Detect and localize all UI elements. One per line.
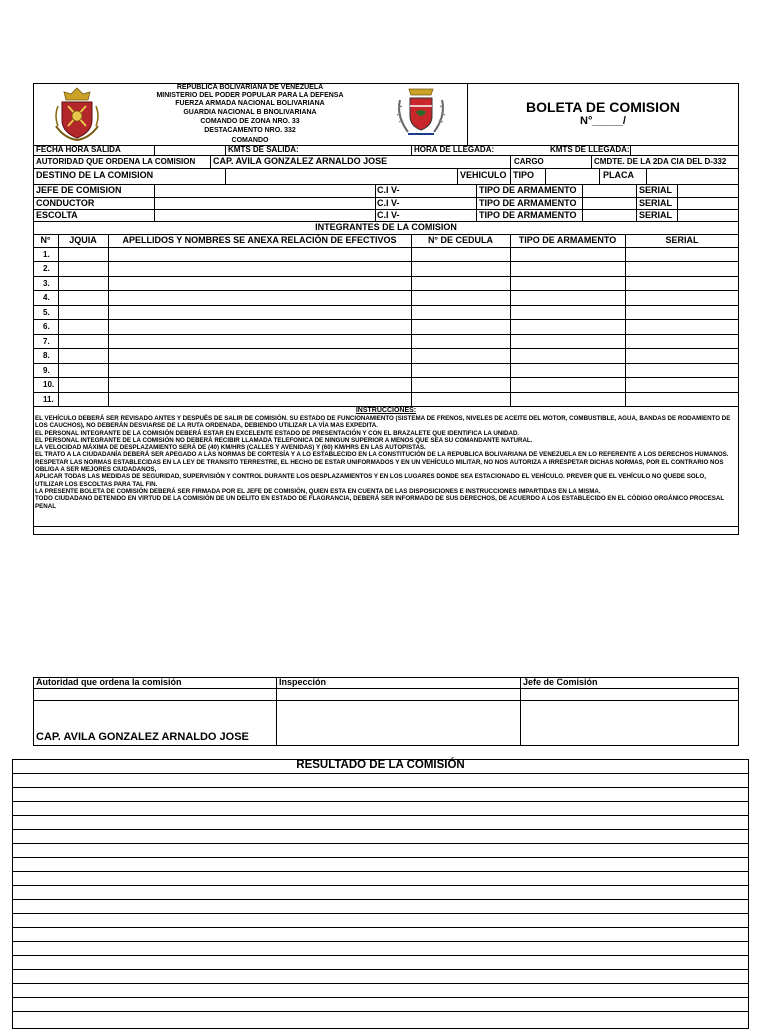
signature-inspeccion-field[interactable] (277, 701, 519, 745)
org-line: FUERZA ARMADA NACIONAL BOLIVARIANA (175, 100, 325, 107)
table-cell[interactable] (109, 291, 410, 304)
resultado-line[interactable] (12, 801, 749, 802)
org-line: MINISTERIO DEL PODER POPULAR PARA LA DEFENSA (156, 92, 344, 99)
table-cell[interactable] (109, 335, 410, 348)
table-cell[interactable] (59, 364, 107, 377)
instruction-line: LA PRESENTE BOLETA DE COMISIÓN DEBERÁ SER FIRMADA POR EL JEFE DE COMISIÓN, QUIEN ESTA EN CUENTA DE LAS DISPOSICIONES E INSTRUCCIONES IMPARTIDAS EN LA MISMA. (35, 487, 601, 495)
cell-divider (225, 168, 226, 184)
state-coat-of-arms (394, 86, 448, 142)
resultado-line[interactable] (12, 857, 749, 858)
table-cell[interactable] (412, 378, 509, 391)
table-cell[interactable] (109, 262, 410, 275)
civ-label: C.I V- (377, 210, 400, 220)
table-cell[interactable] (626, 248, 738, 261)
header-divider (467, 83, 468, 145)
autoridad-label: AUTORIDAD QUE ORDENA LA COMISION (36, 157, 196, 166)
header-bottom-line (33, 145, 739, 146)
resultado-line[interactable] (12, 899, 749, 900)
signature-jefe-label: Jefe de Comisión (523, 677, 598, 687)
instruction-line: EL TRATO A LA CIUDADANÍA DEBERÁ SER APEGADO A LAS NORMAS DE CORTESÍA Y A LO ESTABLECIDO EN LA CONSTITUCIÓN DE LA REPUBLICA BOLIVARIANA DE VENEZUELA EN LO REFERENTE A LOS DERECHOS HUMANOS. (35, 451, 729, 459)
table-cell[interactable] (412, 277, 509, 290)
column-header: N° DE CEDULA (427, 235, 494, 245)
table-cell[interactable] (626, 393, 738, 406)
table-cell[interactable] (109, 320, 410, 333)
org-line: DESTACAMENTO NRO. 332 (204, 127, 296, 134)
table-cell[interactable] (626, 378, 738, 391)
table-cell[interactable] (511, 306, 624, 319)
civ-label: C.I V- (377, 185, 400, 195)
row-number: 1. (43, 249, 50, 259)
row-line (33, 168, 739, 169)
instructions-text (35, 415, 735, 510)
resultado-line[interactable] (12, 983, 749, 984)
row-number: 7. (43, 336, 50, 346)
resultado-line[interactable] (12, 927, 749, 928)
destino-label: DESTINO DE LA COMISION (36, 170, 154, 180)
fecha-hora-salida-label: FECHA HORA SALIDA (36, 145, 121, 154)
placa-label: PLACA (603, 170, 634, 180)
row-number: 8. (43, 351, 50, 360)
table-cell[interactable] (109, 306, 410, 319)
cell-divider (582, 184, 583, 221)
table-cell[interactable] (109, 277, 410, 290)
instruction-line: APLICAR TODAS LAS MEDIDAS DE SEGURIDAD, SUPERVISIÓN Y CONTROL DURANTE LOS DESPLAZAMIENTOS Y EN LOS LUGARES DONDE SEA ESTACIONADO EL VEHÍCULO. PREVER QUE EL VEHÍCULO NO QUEDE SOLO, UTILIZAR LOS ESCOLTAS PARA TAL FIN. (35, 473, 706, 488)
tipo-armamento-label: TIPO DE ARMAMENTO (479, 198, 577, 208)
instruction-line: EL PERSONAL INTEGRANTE DE LA COMISIÓN DEBERÁ ESTAR EN EXCELENTE ESTADO DE PRESENTACIÓN Y CON EL BRAZALETE QUE IDENTIFICA LA UNIDAD. (35, 429, 520, 437)
org-line: GUARDIA NACIONAL B BNOLIVARIANA (183, 109, 317, 116)
table-cell[interactable] (59, 378, 107, 391)
table-cell[interactable] (626, 306, 738, 319)
table-cell[interactable] (511, 349, 624, 362)
resultado-title: RESULTADO DE LA COMISIÓN (296, 759, 465, 771)
table-cell[interactable] (511, 320, 624, 333)
resultado-frame (12, 759, 749, 1029)
table-cell[interactable] (412, 320, 509, 333)
table-cell[interactable] (412, 335, 509, 348)
tipo-label: TIPO (513, 170, 535, 180)
serial-label: SERIAL (639, 185, 673, 195)
cell-divider (375, 184, 376, 221)
signature-autoridad-label: Autoridad que ordena la comisión (36, 677, 182, 687)
row-number: 11. (43, 394, 54, 404)
civ-label: C.I V- (377, 198, 400, 208)
cargo-label: CARGO (514, 157, 544, 166)
table-cell[interactable] (59, 320, 107, 333)
table-cell[interactable] (511, 378, 624, 391)
resultado-line[interactable] (12, 997, 749, 998)
resultado-line[interactable] (12, 941, 749, 942)
table-cell[interactable] (412, 262, 509, 275)
row-number: 3. (43, 278, 50, 288)
cell-divider (636, 184, 637, 221)
conductor-label: CONDUCTOR (36, 198, 95, 208)
vehiculo-label: VEHICULO (460, 170, 507, 180)
cell-divider (599, 168, 600, 184)
table-cell[interactable] (626, 262, 738, 275)
tipo-armamento-label: TIPO DE ARMAMENTO (479, 185, 577, 195)
resultado-line[interactable] (12, 787, 749, 788)
signature-inspeccion-label: Inspección (279, 677, 327, 687)
instruction-line: EL VEHÍCULO DEBERÁ SER REVISADO ANTES Y DESPUÉS DE SALIR DE COMISIÓN. SU ESTADO DE FUNCIONAMIENTO (SISTEMA DE FRENOS, NIVELES DE ACEITE DEL MOTOR, COMBUSTIBLE, AGUA, BANDAS DE RODAMIENTO DE LOS CAUCHOS), NO DEBERÁN DESVIARSE DE LA RUTA ORDENADA, DEBIENDO UTILIZAR LA VÍA MAS EXPEDITA. (35, 415, 731, 430)
row-number: 6. (43, 322, 50, 331)
row-number: 4. (43, 293, 50, 302)
serial-label: SERIAL (639, 198, 673, 208)
instruction-line: EL PERSONAL INTEGRANTE DE LA COMISIÓN NO DEBERÁ RECIBIR LLAMADA TELEFONICA DE NINGUN SUPERIOR A MENOS QUE SEA SU COMANDANTE NATURAL. (35, 436, 533, 444)
table-cell[interactable] (412, 306, 509, 319)
resultado-line[interactable] (12, 1011, 749, 1012)
guardia-nacional-emblem (52, 86, 102, 142)
resultado-line[interactable] (12, 773, 749, 774)
resultado-line[interactable] (12, 969, 749, 970)
table-cell[interactable] (511, 364, 624, 377)
document-title: BOLETA DE COMISION (526, 99, 680, 115)
org-line: COMANDO (231, 137, 269, 144)
table-cell[interactable] (59, 393, 107, 406)
row-number: 5. (43, 307, 50, 317)
table-cell[interactable] (511, 277, 624, 290)
integrantes-title: INTEGRANTES DE LA COMISION (315, 222, 457, 232)
table-cell[interactable] (412, 291, 509, 304)
row-line (33, 688, 739, 689)
column-header: APELLIDOS Y NOMBRES SE ANEXA RELACIÓN DE EFECTIVOS (122, 235, 397, 245)
cell-divider (457, 168, 458, 184)
table-cell[interactable] (109, 364, 410, 377)
table-cell[interactable] (59, 291, 107, 304)
cell-divider (630, 145, 631, 155)
kmts-salida-label: KMTS DE SALIDA: (228, 145, 299, 154)
table-cell[interactable] (59, 335, 107, 348)
column-header: TIPO DE ARMAMENTO (518, 235, 617, 245)
row-number: 2. (43, 264, 50, 273)
table-cell[interactable] (412, 364, 509, 377)
resultado-line[interactable] (12, 829, 749, 830)
row-number: 10. (43, 380, 55, 389)
column-header: N° (40, 235, 51, 245)
table-cell[interactable] (626, 320, 738, 333)
table-cell[interactable] (59, 306, 107, 319)
org-line: COMANDO DE ZONA NRO. 33 (200, 118, 300, 125)
tipo-armamento-label: TIPO DE ARMAMENTO (479, 210, 577, 220)
autoridad-value[interactable]: CAP. AVILA GONZALEZ ARNALDO JOSE (213, 156, 388, 166)
cell-divider (510, 155, 511, 168)
instruction-line: LA VELOCIDAD MÁXIMA DE DESPLAZAMIENTO SERÁ DE (40) KM/HRS (CALLES Y AVENIDAS) Y (60) KM/HRS EN LAS AUTOPISTAS. (35, 444, 426, 452)
resultado-line[interactable] (12, 913, 749, 914)
org-line: REPUBLICA BOLIVARIANA DE VENEZUELA (176, 84, 324, 91)
signature-jefe-field[interactable] (521, 701, 738, 745)
table-cell[interactable] (626, 335, 738, 348)
table-cell[interactable] (626, 364, 738, 377)
resultado-line[interactable] (12, 815, 749, 816)
table-cell[interactable] (511, 262, 624, 275)
cell-divider (476, 184, 477, 221)
resultado-line[interactable] (12, 885, 749, 886)
table-cell[interactable] (59, 248, 107, 261)
table-cell[interactable] (59, 349, 107, 362)
column-header: SERIAL (665, 235, 699, 245)
instructions-title: INSTRUCCIONES: (355, 407, 417, 414)
hora-llegada-label: HORA DE LLEGADA: (414, 145, 495, 154)
row-number: 9. (43, 365, 50, 375)
row-line (33, 526, 739, 527)
table-cell[interactable] (109, 378, 410, 391)
table-cell[interactable] (626, 291, 738, 304)
cell-divider (210, 155, 211, 168)
resultado-line[interactable] (12, 955, 749, 956)
column-header: JQUIA (69, 235, 97, 245)
serial-label: SERIAL (639, 210, 673, 220)
table-cell[interactable] (626, 277, 738, 290)
cell-divider (154, 184, 155, 221)
document-number[interactable]: N°_____/ (580, 115, 626, 127)
resultado-line[interactable] (12, 871, 749, 872)
cell-divider (677, 184, 678, 221)
table-cell[interactable] (511, 393, 624, 406)
cell-divider (225, 145, 226, 155)
table-cell[interactable] (109, 393, 410, 406)
table-cell[interactable] (412, 248, 509, 261)
table-cell[interactable] (109, 248, 410, 261)
signature-autoridad-name[interactable]: CAP. AVILA GONZALEZ ARNALDO JOSE (36, 731, 249, 743)
cell-divider (591, 155, 592, 168)
cell-divider (646, 168, 647, 184)
table-cell[interactable] (626, 349, 738, 362)
table-cell[interactable] (59, 277, 107, 290)
resultado-line[interactable] (12, 843, 749, 844)
cargo-value[interactable]: CMDTE. DE LA 2DA CIA DEL D-332 (594, 157, 727, 166)
cell-divider (510, 168, 511, 184)
cell-divider (411, 145, 412, 155)
table-cell[interactable] (511, 248, 624, 261)
table-cell[interactable] (511, 335, 624, 348)
table-cell[interactable] (511, 291, 624, 304)
table-cell[interactable] (412, 393, 509, 406)
instruction-line: TODO CIUDADANO DETENIDO EN VIRTUD DE LA COMISIÓN DE UN DELITO EN ESTADO DE FLAGRANCIA, DEBERÁ SER INFORMADO DE SUS DERECHOS, DE ACUERDO A LOS ESTABLECIDO EN EL CÓDIGO ORGÁNICO PROCESAL PENAL (35, 495, 725, 510)
kmts-llegada-label: KMTS DE LLEGADA: (550, 145, 630, 154)
cell-divider (545, 168, 546, 184)
escolta-label: ESCOLTA (36, 210, 78, 220)
table-cell[interactable] (59, 262, 107, 275)
jefe-comision-label: JEFE DE COMISION (36, 185, 122, 195)
table-cell[interactable] (412, 349, 509, 362)
instruction-line: RESPETAR LAS NORMAS ESTABLECIDAS EN LA LEY DE TRANSITO TERRESTRE, EL HECHO DE ESTAR UNIFORMADOS Y EN UN VEHÍCULO MILITAR, NO NOS AUTORIZA A IRRESPETAR DICHAS NORMAS, POR EL CONTRARIO NOS OBLIGA A SER MEJORES CIUDADANOS, (35, 458, 724, 474)
cell-divider (154, 145, 155, 155)
table-cell[interactable] (109, 349, 410, 362)
